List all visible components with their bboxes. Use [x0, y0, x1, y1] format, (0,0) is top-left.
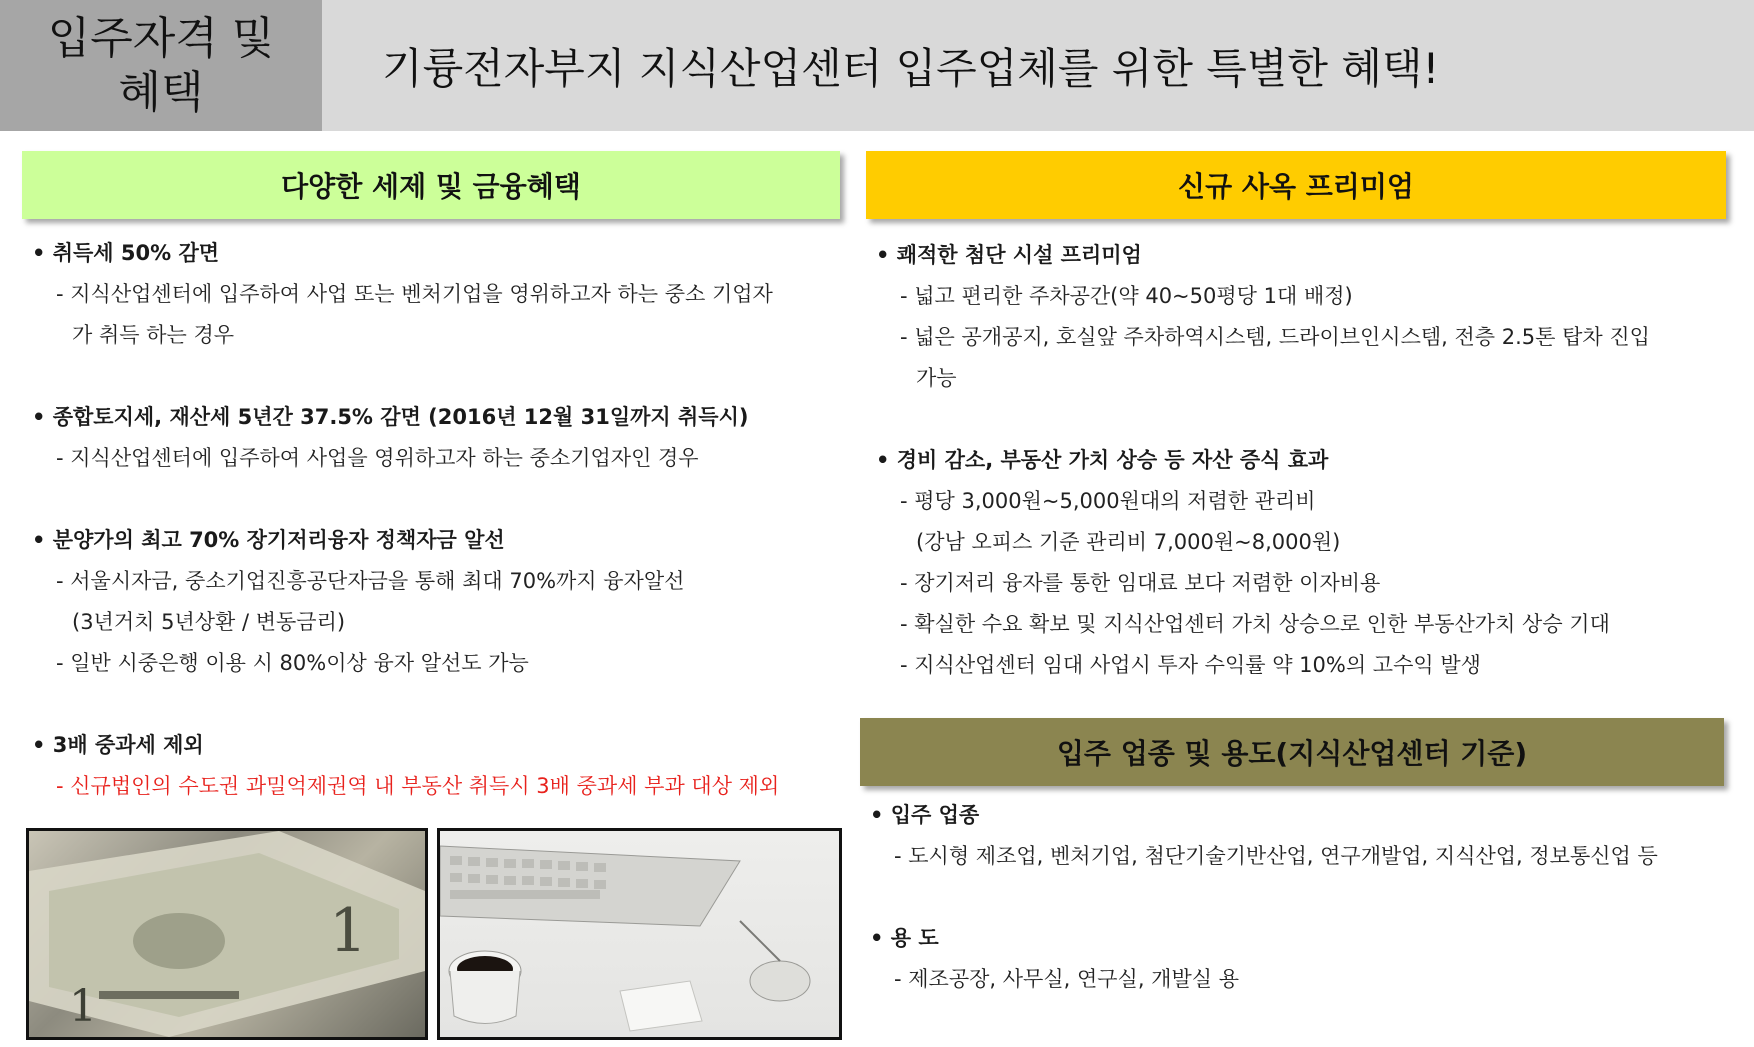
money-photo — [26, 828, 428, 1040]
left-benefits-list — [32, 233, 779, 807]
sub-item: - 확실한 수요 확보 및 지식산업센터 가치 상승으로 인한 부동산가치 상승 기대 — [900, 612, 1610, 636]
bullet-asset-growth: • 경비 감소, 부동산 가치 상승 등 자산 증식 효과 — [876, 448, 1329, 472]
section-tag-line2: 혜택 — [118, 66, 204, 118]
bullet-industries: • 입주 업종 — [870, 803, 980, 827]
header-bar — [322, 0, 1754, 131]
sub-item-continued: (강남 오피스 기준 관리비 7,000원~8,000원) — [916, 530, 1341, 554]
right-industry-list — [870, 795, 1658, 1000]
section-tag-line1: 입주자격 및 — [47, 12, 275, 64]
sub-item-highlight: - 신규법인의 수도권 과밀억제권역 내 부동산 취득시 3배 중과세 부과 대상 제외 — [56, 774, 780, 798]
sub-item: - 도시형 제조업, 벤처기업, 첨단기술기반산업, 연구개발업, 지식산업, 정보통신업 등 — [894, 844, 1658, 868]
sub-item: - 평당 3,000원~5,000원대의 저렴한 관리비 — [900, 489, 1316, 513]
sub-item: - 지식산업센터 임대 사업시 투자 수익률 약 10%의 고수익 발생 — [900, 653, 1481, 677]
banner-new-office-premium: 신규 사옥 프리미엄 — [866, 151, 1726, 219]
sub-item: - 일반 시중은행 이용 시 80%이상 융자 알선도 가능 — [56, 651, 529, 675]
keyboard-coffee-photo — [437, 828, 842, 1040]
bullet-property-tax: • 종합토지세, 재산세 5년간 37.5% 감면 (2016년 12월 31일까지 취득시) — [32, 405, 749, 429]
bullet-facility-premium: • 쾌적한 첨단 시설 프리미엄 — [876, 243, 1142, 267]
sub-item-continued: 가능 — [916, 366, 957, 390]
dollar-bills-image — [29, 831, 425, 1037]
bullet-heavy-tax-exclusion: • 3배 중과세 제외 — [32, 733, 204, 757]
sub-item-continued: 가 취득 하는 경우 — [72, 323, 235, 347]
sub-item: - 넓은 공개공지, 호실앞 주차하역시스템, 드라이브인시스템, 전층 2.5톤 탑차 진입 — [900, 325, 1650, 349]
sub-item-continued: (3년거치 5년상환 / 변동금리) — [72, 610, 346, 634]
section-tag — [0, 0, 322, 131]
page-title: 기륭전자부지 지식산업센터 입주업체를 위한 특별한 혜택! — [382, 43, 1440, 93]
right-premium-list — [876, 235, 1650, 686]
bullet-acquisition-tax: • 취득세 50% 감면 — [32, 241, 220, 265]
banner-industry-usage: 입주 업종 및 용도(지식산업센터 기준) — [860, 718, 1724, 786]
svg-text:1: 1 — [69, 981, 97, 1032]
keyboard-coffee-image — [440, 831, 839, 1037]
bullet-policy-loan: • 분양가의 최고 70% 장기저리융자 정책자금 알선 — [32, 528, 505, 552]
banner-tax-finance: 다양한 세제 및 금융혜택 — [22, 151, 840, 219]
bullet-usage: • 용 도 — [870, 926, 939, 950]
sub-item: - 서울시자금, 중소기업진흥공단자금을 통해 최대 70%까지 융자알선 — [56, 569, 685, 593]
sub-item: - 제조공장, 사무실, 연구실, 개발실 용 — [894, 967, 1239, 991]
svg-text:1: 1 — [329, 896, 368, 966]
sub-item: - 지식산업센터에 입주하여 사업 또는 벤처기업을 영위하고자 하는 중소 기업자 — [56, 282, 773, 306]
sub-item: - 넓고 편리한 주차공간(약 40~50평당 1대 배정) — [900, 284, 1353, 308]
sub-item: - 장기저리 융자를 통한 임대료 보다 저렴한 이자비용 — [900, 571, 1381, 595]
sub-item: - 지식산업센터에 입주하여 사업을 영위하고자 하는 중소기업자인 경우 — [56, 446, 699, 470]
